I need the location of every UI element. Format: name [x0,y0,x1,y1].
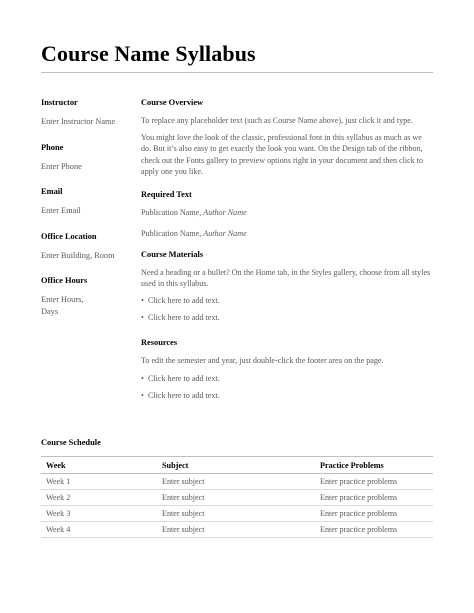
table-row [41,490,433,506]
table-row [41,506,433,522]
course-schedule-table [41,456,433,538]
week-cell[interactable]: Week 4 [41,522,157,538]
publication-name: Publication Name, [141,208,204,218]
sidebar [41,97,133,331]
practice-problems-cell[interactable]: Enter practice problems [315,474,433,490]
course-overview-heading: Course Overview [141,98,204,107]
bullet-text: Click here to add text. [148,373,220,383]
author-name: Author Name [203,229,247,239]
office-hours-value[interactable]: Enter Hours, Days [41,295,84,316]
bullet-item[interactable] [141,373,433,384]
column-header-subject: Subject [157,457,315,474]
materials-bullet-list [141,295,433,323]
email-value[interactable]: Enter Email [41,206,81,215]
phone-value[interactable]: Enter Phone [41,161,82,171]
office-location-block [41,231,133,262]
resources-section [141,337,433,400]
bullet-glyph: • [141,373,144,383]
publication-name: Publication Name, [141,229,204,239]
main-content [141,97,433,411]
week-cell[interactable]: Week 2 [41,490,157,506]
week-cell[interactable]: Week 1 [41,474,157,490]
resources-paragraph[interactable]: To edit the semester and year, just double-click the footer area on the page. [141,356,384,366]
phone-block [41,142,133,173]
course-materials-section [141,249,433,323]
resources-bullet-list [141,373,433,401]
course-overview-section [141,97,433,177]
overview-paragraph[interactable]: You might love the look of the classic, professional font in this syllabus as much as we do. But it’s also easy to get exactly the look you want. On the Design tab of the ribbon, check out the Fonts gallery to preview options right in your document and then click to apply one you like. [141,133,424,176]
table-row [41,474,433,490]
required-text-heading: Required Text [141,190,192,200]
author-name: Author Name [203,208,247,218]
email-block [41,186,133,217]
bullet-text: Click here to add text. [148,296,220,306]
instructor-label: Instructor [41,98,78,107]
office-hours-block [41,275,133,317]
bullet-glyph: • [141,296,144,306]
bullet-item[interactable] [141,390,433,401]
publication-entry[interactable] [141,228,433,239]
course-schedule-heading: Course Schedule [41,438,101,447]
office-location-label: Office Location [41,231,97,241]
bullet-text: Click here to add text. [148,390,220,400]
bullet-glyph: • [141,390,144,400]
materials-paragraph[interactable]: Need a heading or a bullet? On the Home tab, in the Styles gallery, choose from all styles used in this syllabus. [141,268,431,289]
course-materials-heading: Course Materials [141,250,204,260]
publication-entry[interactable] [141,207,433,218]
column-header-practice-problems: Practice Problems [315,457,433,474]
resources-heading: Resources [141,338,178,348]
title-divider [41,72,433,73]
subject-cell[interactable]: Enter subject [157,474,315,490]
week-cell[interactable]: Week 3 [41,506,157,522]
bullet-glyph: • [141,313,144,323]
table-row [41,522,433,538]
required-text-section [141,189,433,239]
bullet-text: Click here to add text. [148,313,220,323]
bullet-item[interactable] [141,312,433,323]
instructor-value[interactable]: Enter Instructor Name [41,117,116,126]
page-title: Course Name Syllabus [41,41,256,66]
table-header-row [41,457,433,474]
phone-label: Phone [41,142,64,152]
email-label: Email [41,187,63,196]
subject-cell[interactable]: Enter subject [157,506,315,522]
office-location-value[interactable]: Enter Building, Room [41,250,115,260]
subject-cell[interactable]: Enter subject [157,522,315,538]
bullet-item[interactable] [141,295,433,306]
office-hours-label: Office Hours [41,276,88,285]
overview-paragraph[interactable]: To replace any placeholder text (such as Course Name above), just click it and type. [141,116,413,125]
subject-cell[interactable]: Enter subject [157,490,315,506]
column-header-week: Week [41,457,157,474]
practice-problems-cell[interactable]: Enter practice problems [315,490,433,506]
practice-problems-cell[interactable]: Enter practice problems [315,522,433,538]
instructor-block [41,97,133,128]
practice-problems-cell[interactable]: Enter practice problems [315,506,433,522]
